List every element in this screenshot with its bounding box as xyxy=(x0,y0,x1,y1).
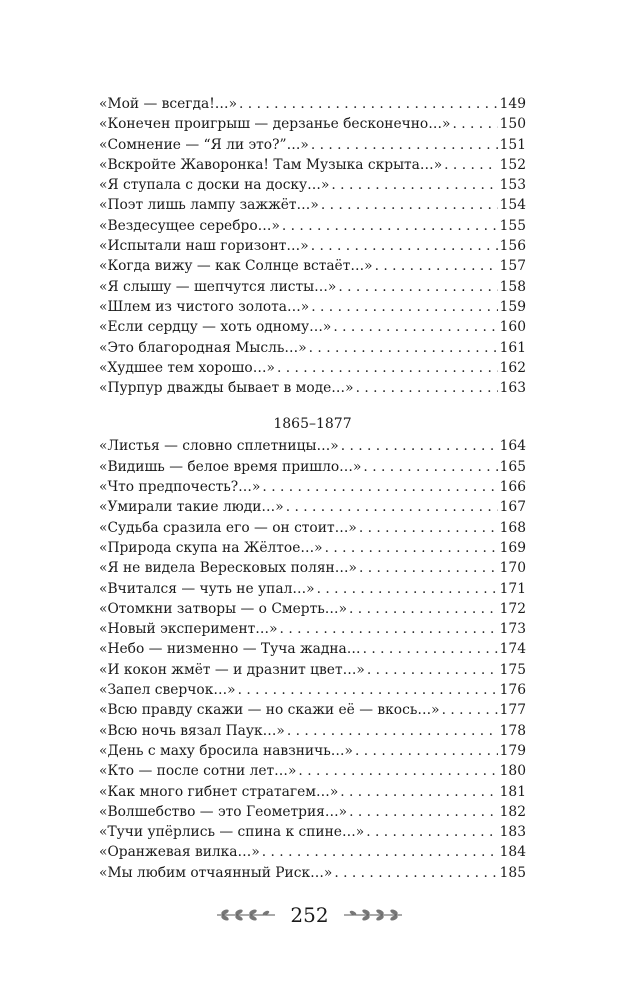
toc-entry xyxy=(99,822,526,842)
toc-entry xyxy=(99,842,526,862)
toc-entry xyxy=(99,114,526,134)
toc-entry-title: «Шлем из чистого золота…» xyxy=(99,298,310,315)
toc-entry xyxy=(99,761,526,781)
toc-entry-page: 181 xyxy=(499,783,526,800)
toc-entry-page: 165 xyxy=(499,458,526,475)
toc-entry xyxy=(99,782,526,802)
toc-entry-title: «Я ступала с доски на доску…» xyxy=(99,177,330,194)
toc-entry-title: «Сомнение — “Я ли это?”…» xyxy=(99,136,309,153)
dot-leader xyxy=(317,579,498,599)
toc-entry-title: «Небо — низменно — Туча жадна… xyxy=(99,641,361,658)
toc-entry-page: 163 xyxy=(499,380,526,397)
toc-entry xyxy=(99,436,526,456)
dot-leader xyxy=(321,195,498,215)
toc-entry xyxy=(99,639,526,659)
toc-entry xyxy=(99,802,526,822)
dot-leader xyxy=(340,782,497,802)
toc-entry-page: 173 xyxy=(499,621,526,638)
toc-entry-title: «Оранжевая вилка…» xyxy=(99,844,260,861)
toc-entry-page: 169 xyxy=(499,539,526,556)
toc-entry-title: «Как много гибнет стратагем…» xyxy=(99,783,339,800)
toc-entry-page: 162 xyxy=(499,359,526,376)
toc-entry xyxy=(99,599,526,619)
toc-entry-page: 160 xyxy=(499,319,526,336)
dot-leader xyxy=(262,842,498,862)
toc-entry xyxy=(99,135,526,155)
toc-entry-page: 170 xyxy=(499,560,526,577)
toc-entry-title: «Я слышу — шепчутся листы…» xyxy=(99,278,337,295)
toc-entry xyxy=(99,94,526,114)
toc-entry-title: «Что предпочесть?…» xyxy=(99,479,261,496)
dot-leader xyxy=(442,700,498,720)
dot-leader xyxy=(286,497,498,517)
dot-leader xyxy=(262,477,497,497)
dot-leader xyxy=(311,236,498,256)
toc-entry-page: 184 xyxy=(499,844,526,861)
dot-leader xyxy=(325,538,498,558)
toc-entry-title: «Волшебство — это Геометрия…» xyxy=(99,803,348,820)
dot-leader xyxy=(311,135,498,155)
dot-leader xyxy=(239,94,498,114)
dot-leader xyxy=(356,378,498,398)
toc-entry-page: 157 xyxy=(499,258,526,275)
toc-entry xyxy=(99,358,526,378)
toc-entry xyxy=(99,155,526,175)
dot-leader xyxy=(359,518,498,538)
section-title: 1865–1877 xyxy=(273,416,352,433)
toc-entry-page: 158 xyxy=(499,278,526,295)
toc-entry-title: «Кто — после сотни лет…» xyxy=(99,763,297,780)
toc-entry-page: 180 xyxy=(499,763,526,780)
dot-leader xyxy=(341,436,498,456)
toc-entry-title: «Вездесущее серебро…» xyxy=(99,217,280,234)
toc-entry-page: 174 xyxy=(499,641,526,658)
toc-entry-title: «Вчитался — чуть не упал…» xyxy=(99,580,315,597)
toc-entry-page: 150 xyxy=(499,116,526,133)
toc-entry-title: «Мой — всегда!…» xyxy=(99,96,238,112)
toc-entry xyxy=(99,619,526,639)
toc-entry-page: 179 xyxy=(499,742,526,759)
toc-entry xyxy=(99,700,526,720)
toc-entry xyxy=(99,378,526,398)
toc-entry-page: 168 xyxy=(499,519,526,536)
toc-entry-title: «Новый эксперимент…» xyxy=(99,621,278,638)
toc-entry xyxy=(99,863,526,883)
toc-entry xyxy=(99,497,526,517)
toc-entry xyxy=(99,256,526,276)
toc-section-1 xyxy=(99,94,526,398)
toc-entry-page: 164 xyxy=(499,438,526,455)
toc-entry-title: «Всю правду скажи — но скажи её — вкось…» xyxy=(99,702,440,719)
dot-leader xyxy=(363,457,497,477)
toc-entry-page: 185 xyxy=(499,864,526,881)
toc-entry-page: 151 xyxy=(499,136,526,153)
page-number: 252 xyxy=(290,903,329,927)
toc-entry-page: 175 xyxy=(499,661,526,678)
dot-leader xyxy=(282,216,498,236)
toc-entry-page: 177 xyxy=(499,702,526,719)
toc-entry-title: «Умирали такие люди…» xyxy=(99,499,284,516)
dot-leader xyxy=(375,256,498,276)
toc-entry-title: «Пурпур дважды бывает в моде…» xyxy=(99,380,354,397)
toc-entry-title: «Когда вижу — как Солнце встаёт…» xyxy=(99,258,373,275)
toc-entry xyxy=(99,457,526,477)
toc-entry-title: «И кокон жмёт — и дразнит цвет…» xyxy=(99,661,365,678)
dot-leader xyxy=(287,721,498,741)
toc-entry-page: 154 xyxy=(499,197,526,214)
toc-entry-page: 171 xyxy=(499,580,526,597)
toc-entry xyxy=(99,277,526,297)
toc-entry-page: 152 xyxy=(499,156,526,173)
toc-entry-title: «Худшее тем хорошо…» xyxy=(99,359,275,376)
toc-entry xyxy=(99,579,526,599)
dot-leader xyxy=(367,660,498,680)
toc-entry xyxy=(99,538,526,558)
dot-leader xyxy=(331,175,497,195)
dot-leader xyxy=(452,114,497,134)
toc-entry-page: 149 xyxy=(499,96,526,112)
toc-entry-page: 166 xyxy=(499,479,526,496)
toc-entry-page: 183 xyxy=(499,824,526,841)
toc-entry-page: 172 xyxy=(499,600,526,617)
laurel-branch-left-icon xyxy=(215,908,277,922)
dot-leader xyxy=(334,863,497,883)
toc-entry-page: 155 xyxy=(499,217,526,234)
dot-leader xyxy=(444,155,498,175)
toc-entry xyxy=(99,236,526,256)
dot-leader xyxy=(333,317,497,337)
toc-entry-page: 182 xyxy=(499,803,526,820)
dot-leader xyxy=(359,558,498,578)
toc-entry-page: 159 xyxy=(499,298,526,315)
toc-entry-title: «Мы любим отчаянный Риск…» xyxy=(99,864,333,881)
toc-entry xyxy=(99,317,526,337)
toc-entry-title: «Природа скупа на Жёлтое…» xyxy=(99,539,323,556)
toc-entry xyxy=(99,660,526,680)
dot-leader xyxy=(277,358,498,378)
dot-leader xyxy=(280,619,498,639)
toc-entry-title: «Если сердцу — хоть одному…» xyxy=(99,319,332,336)
dot-leader xyxy=(355,741,498,761)
toc-entry xyxy=(99,297,526,317)
toc-entry-page: 167 xyxy=(499,499,526,516)
toc-entry-page: 176 xyxy=(499,682,526,699)
toc-entry-title: «Судьба сразила его — он стоит…» xyxy=(99,519,357,536)
toc-entry xyxy=(99,175,526,195)
toc-entry-title: «Отомкни затворы — о Смерть…» xyxy=(99,600,348,617)
laurel-branch-right-icon xyxy=(342,908,404,922)
toc-entry xyxy=(99,195,526,215)
toc-entry-page: 178 xyxy=(499,722,526,739)
dot-leader xyxy=(309,338,498,358)
toc-entry xyxy=(99,721,526,741)
dot-leader xyxy=(311,297,497,317)
toc-entry xyxy=(99,338,526,358)
toc-entry-title: «Я не видела Вересковых полян…» xyxy=(99,560,357,577)
toc-entry xyxy=(99,477,526,497)
toc-entry-title: «День с маху бросила навзничь…» xyxy=(99,742,353,759)
toc-entry-page: 153 xyxy=(499,177,526,194)
toc-entry-page: 161 xyxy=(499,339,526,356)
toc-entry-title: «Тучи упёрлись — спина к спине…» xyxy=(99,824,365,841)
toc-entry xyxy=(99,680,526,700)
toc-entry xyxy=(99,558,526,578)
toc-entry-title: «Поэт лишь лампу зажжёт…» xyxy=(99,197,319,214)
toc-entry-title: «Листья — словно сплетницы…» xyxy=(99,438,339,455)
dot-leader xyxy=(363,639,498,659)
toc-entry-title: «Испытали наш горизонт…» xyxy=(99,238,309,255)
dot-leader xyxy=(349,599,498,619)
toc-entry-title: «Видишь — белое время пришло…» xyxy=(99,458,362,475)
toc-entry xyxy=(99,518,526,538)
toc-entry xyxy=(99,216,526,236)
toc-entry-page: 156 xyxy=(499,238,526,255)
toc-entry-title: «Всю ночь вязал Паук…» xyxy=(99,722,285,739)
toc-entry-title: «Запел сверчок…» xyxy=(99,682,236,699)
dot-leader xyxy=(366,822,497,842)
toc-section-2 xyxy=(99,436,526,883)
toc-entry xyxy=(99,741,526,761)
dot-leader xyxy=(349,802,498,822)
table-of-contents xyxy=(99,94,526,883)
dot-leader xyxy=(238,680,498,700)
toc-entry-title: «Это благородная Мысль…» xyxy=(99,339,307,356)
page-footer xyxy=(0,903,619,927)
toc-entry-title: «Конечен проигрыш — дерзанье бесконечно…» xyxy=(99,116,451,133)
dot-leader xyxy=(298,761,497,781)
toc-entry-title: «Вскройте Жаворонка! Там Музыка скрыта…» xyxy=(99,156,443,173)
dot-leader xyxy=(338,277,497,297)
